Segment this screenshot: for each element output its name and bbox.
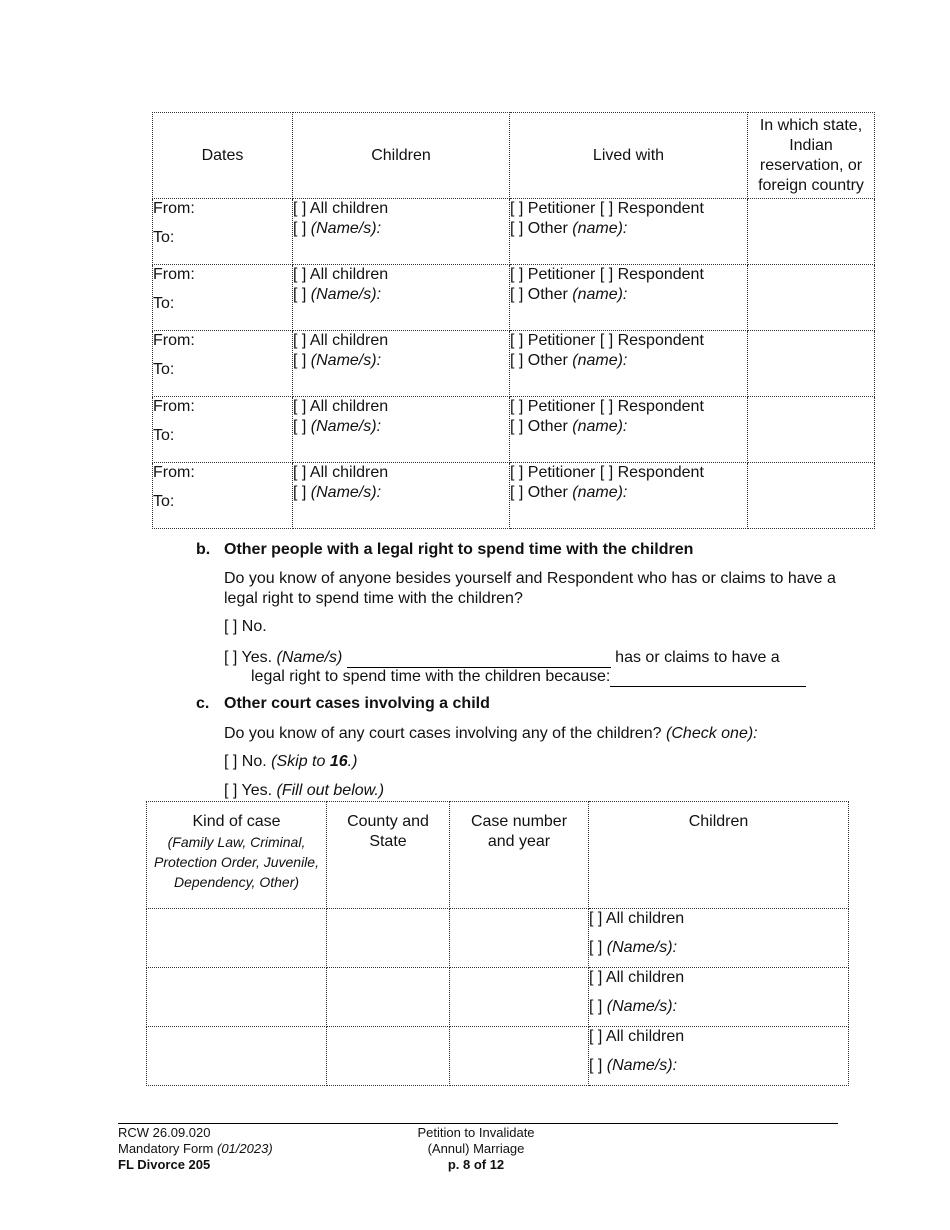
other-name-label: (name): — [572, 484, 628, 501]
dates-cell[interactable] — [153, 199, 293, 265]
kind-cell[interactable] — [147, 968, 327, 1027]
case-children-cell[interactable] — [589, 1027, 849, 1086]
dates-cell[interactable] — [153, 331, 293, 397]
other-name-label: (name): — [572, 286, 628, 303]
other-checkbox[interactable]: [ ] Other — [510, 286, 568, 303]
yes-names-label: (Name/s) — [276, 649, 343, 666]
all-children-checkbox[interactable]: [ ] All children — [293, 332, 389, 349]
to-label: To: — [153, 229, 175, 246]
section-c-yes-option[interactable]: [ ] Yes. (Fill out below.) — [224, 782, 385, 799]
petitioner-respondent-checkboxes[interactable]: [ ] Petitioner [ ] Respondent — [510, 332, 704, 349]
dates-cell[interactable] — [153, 265, 293, 331]
kind-of-case-header: Kind of case (Family Law, Criminal, Protection Order, Juvenile, Dependency, Other) — [147, 802, 327, 909]
state-cell[interactable] — [748, 463, 875, 529]
petitioner-respondent-checkboxes[interactable]: [ ] Petitioner [ ] Respondent — [510, 200, 704, 217]
section-c-title: Other court cases involving a child — [224, 695, 490, 712]
all-children-checkbox[interactable]: [ ] All children — [589, 910, 685, 927]
children-cell[interactable] — [293, 463, 510, 529]
residence-row — [153, 331, 875, 397]
petitioner-respondent-checkboxes[interactable]: [ ] Petitioner [ ] Respondent — [510, 464, 704, 481]
dates-header: Dates — [153, 113, 293, 199]
case-number-cell[interactable] — [450, 909, 589, 968]
mandatory-form-line: Mandatory Form (01/2023) — [118, 1141, 273, 1156]
lived-with-cell[interactable] — [510, 265, 748, 331]
other-name-label: (name): — [572, 418, 628, 435]
lived-with-cell[interactable] — [510, 463, 748, 529]
section-b-reason-line — [251, 666, 806, 687]
petitioner-respondent-checkboxes[interactable]: [ ] Petitioner [ ] Respondent — [510, 398, 704, 415]
to-label: To: — [153, 493, 175, 510]
section-b-title: Other people with a legal right to spend time with the children — [224, 541, 694, 558]
reason-label: legal right to spend time with the children because: — [251, 668, 611, 685]
case-row — [147, 968, 849, 1027]
all-children-checkbox[interactable]: [ ] All children — [293, 266, 389, 283]
state-header: In which state, Indian reservation, or foreign country — [748, 113, 875, 199]
state-cell[interactable] — [748, 397, 875, 463]
residence-row — [153, 463, 875, 529]
from-label: From: — [153, 464, 195, 481]
all-children-checkbox[interactable]: [ ] All children — [293, 464, 389, 481]
children-cell[interactable] — [293, 265, 510, 331]
yes-claim-text: has or claims to have a — [610, 649, 780, 666]
names-checkbox[interactable]: [ ] — [293, 484, 307, 501]
lived-with-header: Lived with — [510, 113, 748, 199]
names-line[interactable]: [ ] (Name/s): — [589, 1057, 678, 1074]
kind-cell[interactable] — [147, 909, 327, 968]
names-checkbox[interactable]: [ ] — [293, 286, 307, 303]
county-cell[interactable] — [327, 909, 450, 968]
from-label: From: — [153, 200, 195, 217]
names-label: (Name/s): — [310, 220, 382, 237]
residence-row — [153, 199, 875, 265]
names-blank-line[interactable] — [347, 647, 611, 668]
lived-with-cell[interactable] — [510, 199, 748, 265]
other-name-label: (name): — [572, 352, 628, 369]
to-label: To: — [153, 427, 175, 444]
residence-history-table — [152, 112, 875, 529]
lived-with-cell[interactable] — [510, 331, 748, 397]
skip-hint: (Skip to 16.) — [271, 753, 358, 770]
section-b-letter: b. — [196, 541, 211, 558]
names-label: (Name/s): — [310, 286, 382, 303]
case-number-cell[interactable] — [450, 1027, 589, 1086]
names-checkbox[interactable]: [ ] — [293, 352, 307, 369]
case-row — [147, 1027, 849, 1086]
children-cell[interactable] — [293, 331, 510, 397]
case-children-cell[interactable] — [589, 968, 849, 1027]
to-label: To: — [153, 361, 175, 378]
residence-row — [153, 397, 875, 463]
to-label: To: — [153, 295, 175, 312]
rcw-citation: RCW 26.09.020 — [118, 1125, 211, 1140]
petitioner-respondent-checkboxes[interactable]: [ ] Petitioner [ ] Respondent — [510, 266, 704, 283]
names-line[interactable]: [ ] (Name/s): — [589, 998, 678, 1015]
case-number-cell[interactable] — [450, 968, 589, 1027]
kind-of-case-note: (Family Law, Criminal, Protection Order, Juvenile, Dependency, Other) — [154, 834, 319, 890]
case-number-header: Case number and year — [450, 802, 589, 909]
check-one-hint: (Check one): — [666, 725, 758, 742]
names-line[interactable]: [ ] (Name/s): — [589, 939, 678, 956]
case-row — [147, 909, 849, 968]
form-title-line1: Petition to Invalidate — [417, 1125, 535, 1140]
other-name-label: (name): — [572, 220, 628, 237]
names-checkbox[interactable]: [ ] — [293, 220, 307, 237]
state-cell[interactable] — [748, 265, 875, 331]
children-cell[interactable] — [293, 199, 510, 265]
section-c-letter: c. — [196, 695, 210, 712]
all-children-checkbox[interactable]: [ ] All children — [293, 200, 389, 217]
residence-row — [153, 265, 875, 331]
footer-center — [386, 1125, 566, 1173]
county-cell[interactable] — [327, 1027, 450, 1086]
county-state-header: County and State — [327, 802, 450, 909]
county-cell[interactable] — [327, 968, 450, 1027]
state-cell[interactable] — [748, 331, 875, 397]
other-checkbox[interactable]: [ ] Other — [510, 220, 568, 237]
cases-header-row — [147, 802, 849, 909]
footer-left — [118, 1125, 273, 1173]
page-number: p. 8 of 12 — [447, 1157, 505, 1172]
from-label: From: — [153, 398, 195, 415]
other-checkbox[interactable]: [ ] Other — [510, 418, 568, 435]
names-label: (Name/s): — [310, 418, 382, 435]
other-checkbox[interactable]: [ ] Other — [510, 352, 568, 369]
section-c-no-option[interactable]: [ ] No. (Skip to 16.) — [224, 753, 358, 770]
children-cell[interactable] — [293, 397, 510, 463]
all-children-checkbox[interactable]: [ ] All children — [589, 969, 685, 986]
fill-out-hint: (Fill out below.) — [276, 782, 385, 799]
dates-cell[interactable] — [153, 397, 293, 463]
residence-header-row — [153, 113, 875, 199]
cases-children-header: Children — [589, 802, 849, 909]
court-cases-table — [146, 801, 849, 1086]
section-b-no-option[interactable]: [ ] No. — [224, 618, 267, 635]
from-label: From: — [153, 266, 195, 283]
kind-cell[interactable] — [147, 1027, 327, 1086]
reason-blank-line[interactable] — [610, 666, 806, 687]
state-cell[interactable] — [748, 199, 875, 265]
names-label: (Name/s): — [310, 484, 382, 501]
names-label: (Name/s): — [310, 352, 382, 369]
dates-cell[interactable] — [153, 463, 293, 529]
all-children-checkbox[interactable]: [ ] All children — [589, 1028, 685, 1045]
other-checkbox[interactable]: [ ] Other — [510, 484, 568, 501]
yes-checkbox[interactable]: [ ] Yes. — [224, 649, 273, 666]
section-c-question: Do you know of any court cases involving any of the children? (Check one): — [224, 725, 758, 742]
form-title-line2: (Annul) Marriage — [427, 1141, 525, 1156]
case-children-cell[interactable] — [589, 909, 849, 968]
all-children-checkbox[interactable]: [ ] All children — [293, 398, 389, 415]
section-b-question: Do you know of anyone besides yourself and Respondent who has or claims to have a legal right to spend time with the children? — [224, 570, 836, 607]
from-label: From: — [153, 332, 195, 349]
children-header: Children — [293, 113, 510, 199]
form-id: FL Divorce 205 — [118, 1157, 211, 1172]
names-checkbox[interactable]: [ ] — [293, 418, 307, 435]
lived-with-cell[interactable] — [510, 397, 748, 463]
footer-rule — [118, 1123, 838, 1124]
section-b-yes-option[interactable] — [224, 647, 844, 668]
